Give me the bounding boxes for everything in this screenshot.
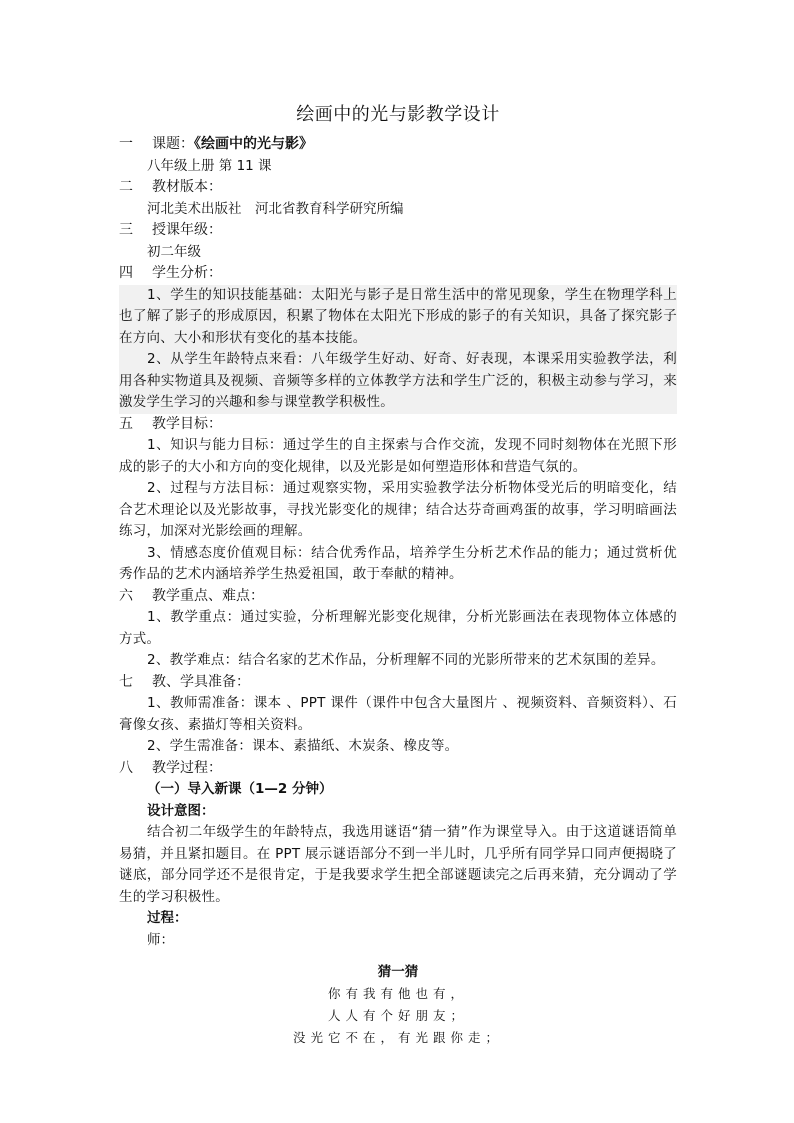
teacher-label: 师： <box>147 931 174 948</box>
document-title: 绘画中的光与影教学设计 <box>296 104 500 125</box>
paragraph: 2、从学生年龄特点来看：八年级学生好动、好奇、好表现，本课采用实验教学法，利用各种实物道具及视频、音频等多样的立体教学方法和学生广泛的，积极主动参与学习，来激发学生学习的兴趣和参与课堂教学积极性。 <box>119 351 677 410</box>
section-number: 五 <box>119 415 133 432</box>
section-label: 教学重点、难点： <box>152 587 264 604</box>
section-2-heading <box>119 177 677 199</box>
riddle-line: 你有我有他也有， <box>327 986 468 1001</box>
section-label: 授课年级： <box>152 222 222 238</box>
paragraph: 2、教学难点：结合名家的艺术作品，分析理解不同的光影所带来的艺术氛围的差异。 <box>147 652 665 668</box>
section-number: 八 <box>119 759 133 776</box>
paragraph: 3、情感态度价值观目标：结合优秀作品，培养学生分析艺术作品的能力；通过赏析优秀作品的艺术内涵培养学生热爱祖国，敢于奉献的精神。 <box>119 544 677 582</box>
section-8-heading <box>119 758 677 780</box>
student-analysis-block <box>119 285 677 414</box>
design-intent-label: 设计意图： <box>147 802 215 819</box>
section-label: 教、学具准备： <box>152 673 250 690</box>
course-title: 《绘画中的光与影》 <box>194 136 313 152</box>
riddle-line: 没光它不在，有光跟你走； <box>292 1030 503 1045</box>
section-1-heading <box>119 134 677 156</box>
subsection-heading: （一）导入新课（1—2 分钟） <box>147 781 333 797</box>
section-label: 教材版本： <box>152 179 222 195</box>
section-label: 教学过程： <box>152 759 222 776</box>
paragraph: 1、知识与能力目标：通过学生的自主探索与合作交流，发现不同时刻物体在光照下形成的影子的大小和方向的变化规律，以及光影是如何塑造形体和营造气氛的。 <box>119 437 677 475</box>
section-4-heading <box>119 263 677 285</box>
paragraph: 1、教师需准备：课本 、PPT 课件（课件中包含大量图片 、视频资料、音频资料）、石膏像女孩、素描灯等相关资料。 <box>119 695 677 733</box>
section-label: 课题： <box>152 136 194 152</box>
paragraph: 1、教学重点：通过实验，分析理解光影变化规律，分析光影画法在表现物体立体感的方式。 <box>119 609 677 647</box>
process-label: 过程： <box>147 910 188 926</box>
section-number: 六 <box>119 587 133 604</box>
section-3-heading <box>119 220 677 242</box>
section-number: 三 <box>119 222 133 238</box>
section-label: 教学目标： <box>152 415 222 432</box>
section-1-detail: 八年级上册 第 11 课 <box>147 157 272 174</box>
riddle-line: 人人有个好朋友； <box>327 1008 468 1023</box>
section-2-detail: 河北美术出版社 河北省教育科学研究所编 <box>147 200 404 217</box>
section-7-heading <box>119 672 677 694</box>
paragraph: 结合初二年级学生的年龄特点，我选用谜语“猜一猜”作为课堂导入。由于这道谜语简单易猜，并且紧扣题目。在 PPT 展示谜语部分不到一半儿时，几乎所有同学异口同声便揭晓了谜底，部分同学还不是很肯定，于是我要求学生把全部谜题读完之后再来猜，充分调动了学生的学习积极性。 <box>119 824 677 905</box>
paragraph: 2、过程与方法目标：通过观察实物，采用实验教学法分析物体受光后的明暗变化，结合艺术理论以及光影故事，寻找光影变化的规律；结合达芬奇画鸡蛋的故事，学习明暗画法练习，加深对光影绘画的理解。 <box>119 480 677 539</box>
section-label: 学生分析： <box>152 265 222 281</box>
section-6-heading <box>119 586 677 608</box>
section-number: 二 <box>119 179 133 195</box>
document-page <box>119 100 677 1049</box>
section-3-detail: 初二年级 <box>147 243 201 260</box>
paragraph: 1、学生的知识技能基础：太阳光与影子是日常生活中的常见现象，学生在物理学科上也了解了影子的形成原因，积累了物体在太阳光下形成的影子的有关知识，具备了探究影子在方向、大小和形状有变化的基本技能。 <box>119 286 677 346</box>
section-number: 四 <box>119 265 133 281</box>
section-5-heading <box>119 414 677 436</box>
section-number: 一 <box>119 136 133 152</box>
paragraph: 2、学生需准备：课本、素描纸、木炭条、橡皮等。 <box>147 738 459 754</box>
section-number: 七 <box>119 673 133 690</box>
riddle-title: 猜一猜 <box>377 964 419 980</box>
